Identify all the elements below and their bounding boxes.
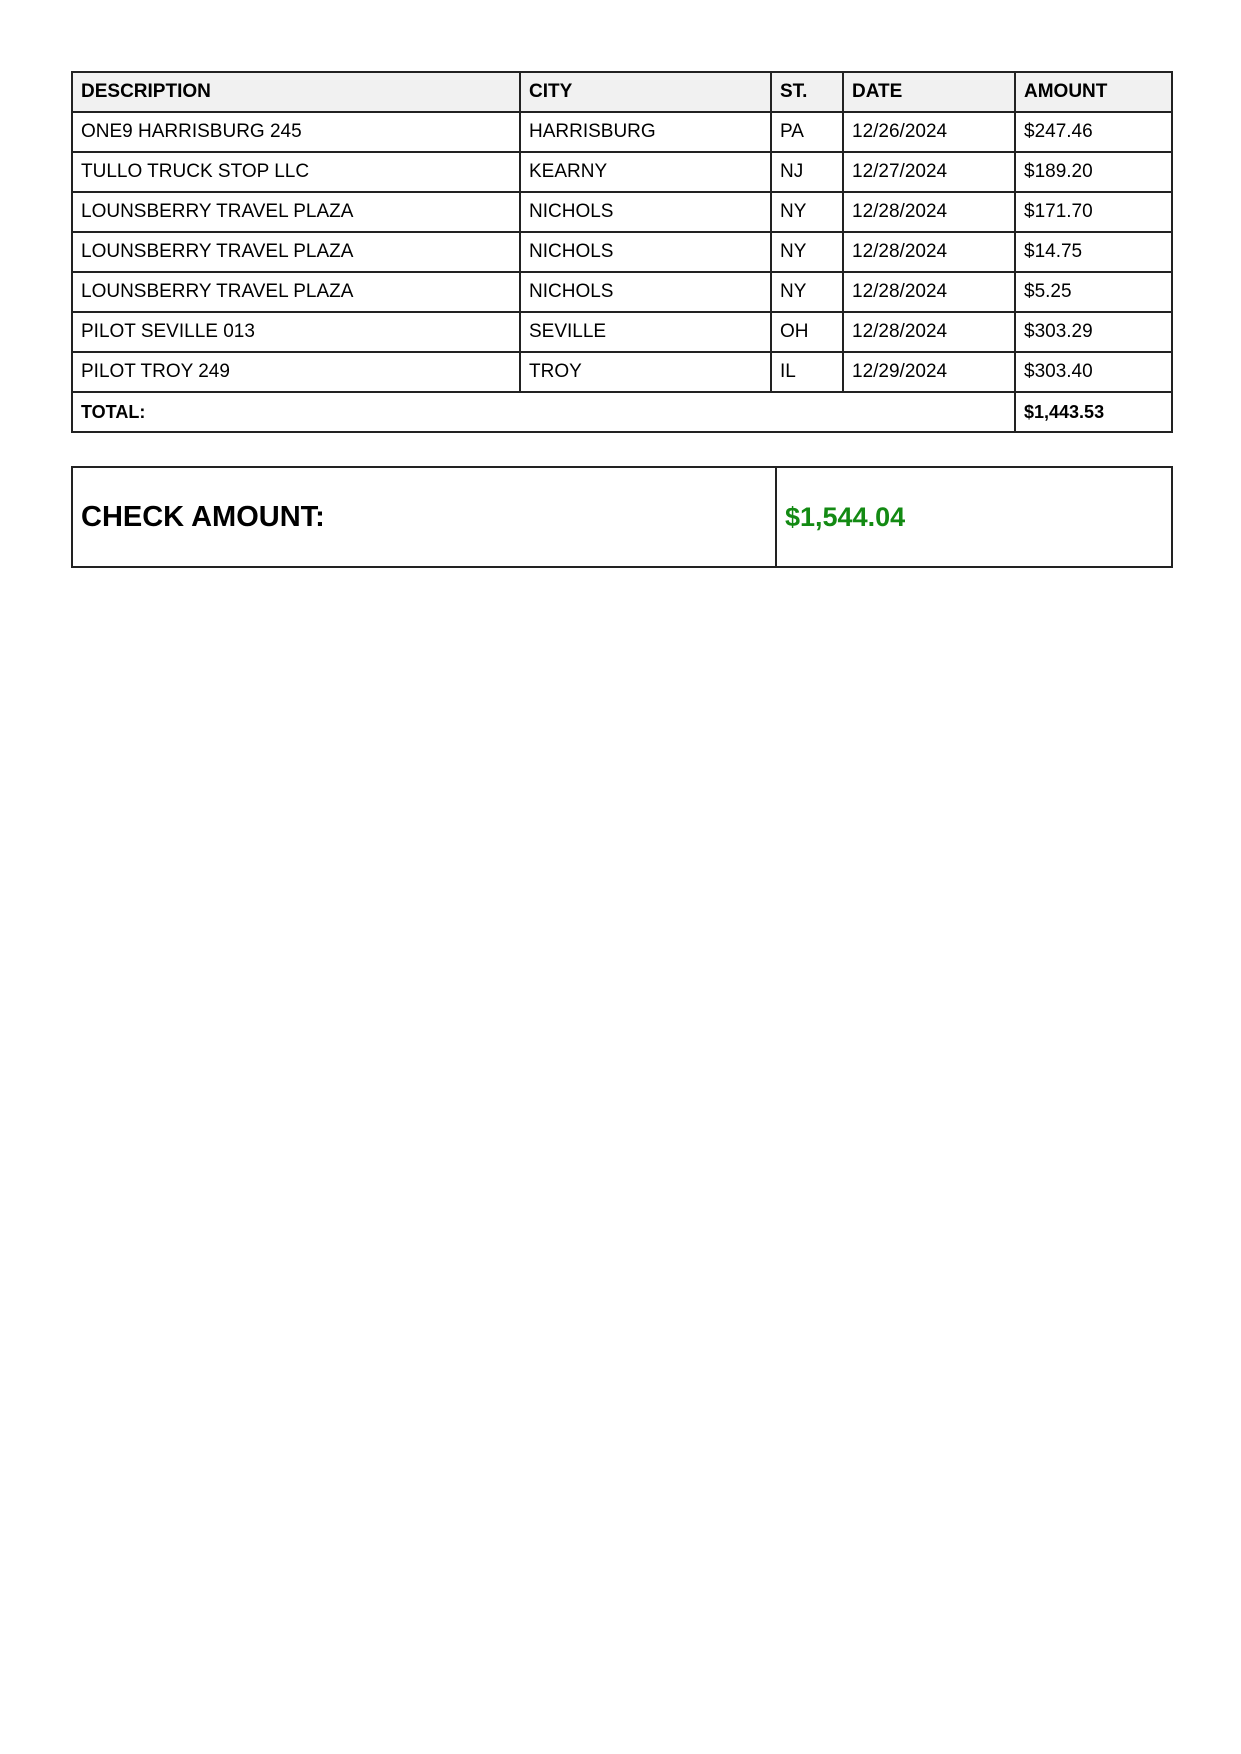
cell-state: NY [771,272,843,312]
header-description: DESCRIPTION [72,72,520,112]
check-amount-box [71,466,1173,568]
cell-state: PA [771,112,843,152]
cell-date: 12/28/2024 [843,192,1015,232]
cell-state: NY [771,192,843,232]
check-amount-row [72,467,1172,567]
table-row [72,192,1172,232]
total-label: TOTAL: [72,392,1015,432]
cell-city: NICHOLS [520,192,771,232]
check-amount-label: CHECK AMOUNT: [72,467,776,567]
cell-city: HARRISBURG [520,112,771,152]
cell-description: PILOT TROY 249 [72,352,520,392]
header-state: ST. [771,72,843,112]
cell-city: KEARNY [520,152,771,192]
cell-description: LOUNSBERRY TRAVEL PLAZA [72,272,520,312]
header-city: CITY [520,72,771,112]
cell-state: OH [771,312,843,352]
cell-description: TULLO TRUCK STOP LLC [72,152,520,192]
cell-state: NY [771,232,843,272]
cell-date: 12/28/2024 [843,232,1015,272]
cell-date: 12/26/2024 [843,112,1015,152]
cell-state: NJ [771,152,843,192]
cell-state: IL [771,352,843,392]
cell-city: NICHOLS [520,232,771,272]
cell-amount: $5.25 [1015,272,1172,312]
total-value: $1,443.53 [1015,392,1172,432]
expense-table [71,71,1173,433]
table-header-row [72,72,1172,112]
total-row [72,392,1172,432]
table-row [72,112,1172,152]
table-row [72,272,1172,312]
cell-date: 12/28/2024 [843,312,1015,352]
cell-description: PILOT SEVILLE 013 [72,312,520,352]
cell-amount: $14.75 [1015,232,1172,272]
table-row [72,352,1172,392]
header-amount: AMOUNT [1015,72,1172,112]
cell-amount: $303.29 [1015,312,1172,352]
cell-city: SEVILLE [520,312,771,352]
cell-description: LOUNSBERRY TRAVEL PLAZA [72,192,520,232]
cell-date: 12/27/2024 [843,152,1015,192]
cell-city: TROY [520,352,771,392]
cell-description: LOUNSBERRY TRAVEL PLAZA [72,232,520,272]
table-row [72,152,1172,192]
cell-date: 12/29/2024 [843,352,1015,392]
cell-amount: $189.20 [1015,152,1172,192]
cell-amount: $171.70 [1015,192,1172,232]
cell-amount: $247.46 [1015,112,1172,152]
table-row [72,232,1172,272]
table-row [72,312,1172,352]
check-amount-value: $1,544.04 [776,467,1172,567]
cell-city: NICHOLS [520,272,771,312]
cell-date: 12/28/2024 [843,272,1015,312]
cell-amount: $303.40 [1015,352,1172,392]
header-date: DATE [843,72,1015,112]
cell-description: ONE9 HARRISBURG 245 [72,112,520,152]
